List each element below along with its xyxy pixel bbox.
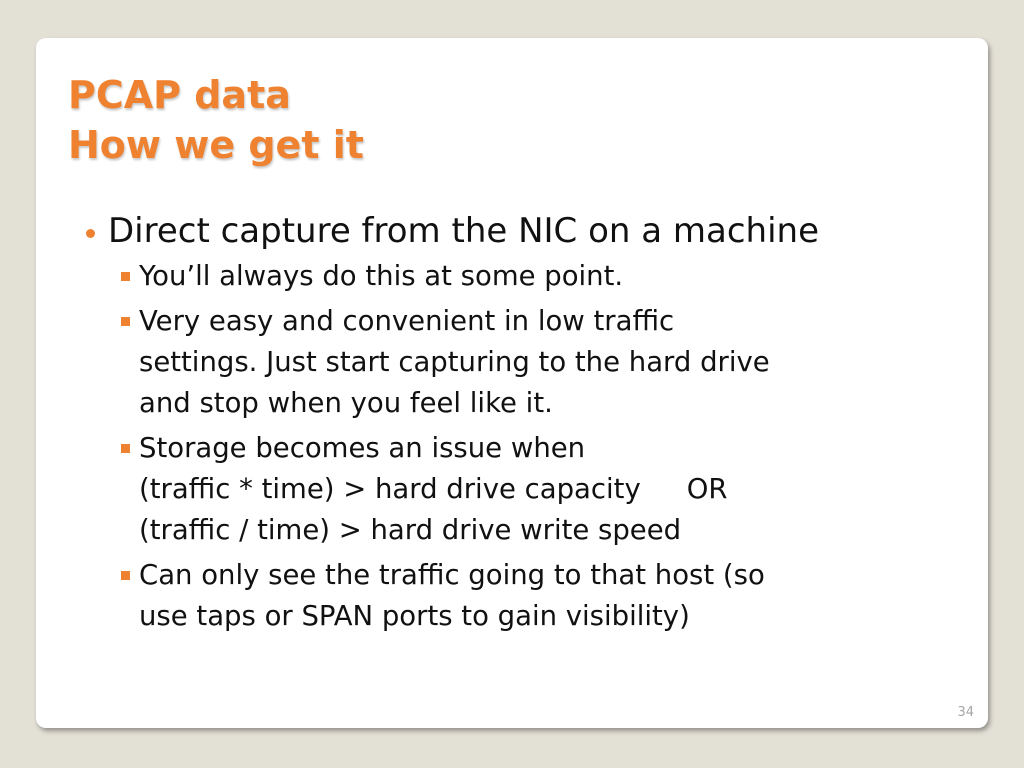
sub-bullet-line: Very easy and convenient in low traffic (139, 305, 675, 337)
sub-bullet-item (86, 256, 966, 297)
sub-bullet-line: (traffic * time) > hard drive capacity (139, 473, 641, 505)
or-label: OR (686, 473, 728, 505)
sub-bullet-item (86, 301, 966, 424)
square-bullet-icon (121, 571, 130, 580)
slide (36, 38, 988, 728)
square-bullet-icon (121, 317, 130, 326)
sub-bullet-line: Can only see the traffic going to that host (so (139, 559, 765, 591)
sub-bullet-item (86, 555, 966, 637)
square-bullet-icon (121, 272, 130, 281)
bullet-item (86, 210, 966, 252)
sub-bullet-item (86, 428, 966, 551)
circle-bullet-icon (86, 229, 95, 238)
page-number: 34 (957, 705, 974, 720)
title-line-1: PCAP data (68, 73, 291, 117)
bullet-list (86, 210, 966, 641)
sub-bullet-line: use taps or SPAN ports to gain visibility) (139, 600, 690, 632)
square-bullet-icon (121, 444, 130, 453)
sub-bullet-line-with-or (139, 469, 966, 510)
bullet-text: Direct capture from the NIC on a machine (108, 211, 820, 251)
sub-bullet-line: Storage becomes an issue when (139, 432, 586, 464)
sub-bullet-line: You’ll always do this at some point. (139, 260, 624, 292)
sub-bullet-line: and stop when you feel like it. (139, 387, 553, 419)
slide-title (68, 70, 364, 170)
title-line-2: How we get it (68, 123, 364, 167)
sub-bullet-line: settings. Just start capturing to the hard drive (139, 346, 770, 378)
sub-bullet-line: (traffic / time) > hard drive write speed (139, 514, 682, 546)
